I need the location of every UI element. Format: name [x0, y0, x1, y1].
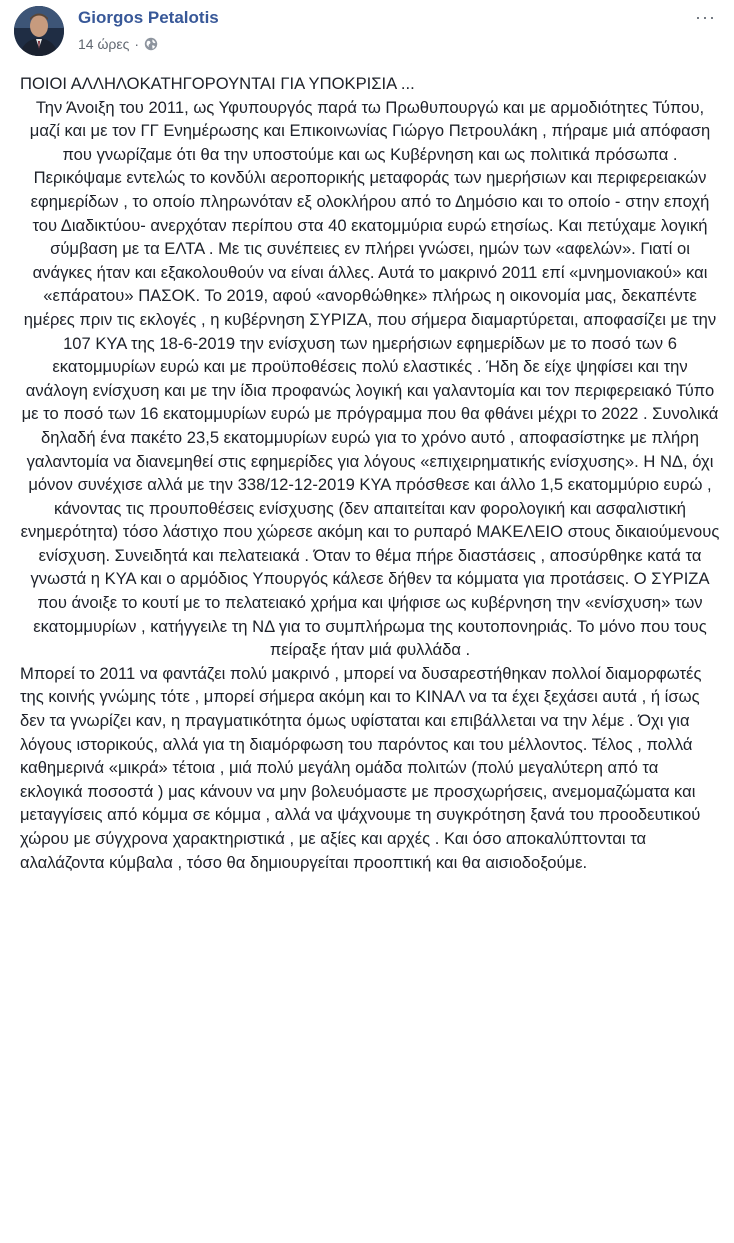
post-body	[20, 72, 720, 874]
globe-icon[interactable]	[144, 37, 158, 51]
post-meta	[78, 36, 158, 52]
post-timestamp[interactable]: 14 ώρες	[78, 36, 130, 52]
more-options-icon[interactable]: ···	[695, 7, 716, 27]
avatar-photo	[14, 6, 64, 56]
author-avatar[interactable]	[14, 6, 64, 56]
author-name-link[interactable]: Giorgos Petalotis	[78, 8, 219, 27]
post-headline: ΠΟΙΟΙ ΑΛΛΗΛΟΚΑΤΗΓΟΡΟΥΝΤΑΙ ΓΙΑ ΥΠΟΚΡΙΣΙΑ ...	[20, 74, 415, 93]
post-header	[14, 6, 720, 62]
post-paragraph: Μπορεί το 2011 να φαντάζει πολύ μακρινό , μπορεί να δυσαρεστήθηκαν πολλοί διαμορφωτές της κοινής γνώμης τότε , μπορεί σήμερα ακόμη και το ΚΙΝΑΛ να τα έχει ξεχάσει αυτά , ή ίσως δεν τα γνωρίζει καν, η πραγματικότητα όμως υφίσταται και επιβάλλεται να την λέμε . Όχι για λόγους ιστορικούς, αλλά για τη διαμόρφωση του παρόντος και του μέλλοντος. Τέλος , πολλά καθημερινά «μικρά» τέτοια , μιά πολύ μεγάλη ομάδα πολιτών (πολύ μεγαλύτερη από τα εκλογικά ποσοστά ) μας κάνουν να μην βολευόμαστε με προσχωρήσεις, ανεμομαζώματα και μεταγγίσεις από κόμμα σε κόμμα , αλλά να ψάχνουμε τη συγκρότηση ξανά του προοδευτικού χώρου με σύγχρονα χαρακτηριστικά , με αξίες και αρχές . Και όσο αποκαλύπτονται τα αλαλάζοντα κύμβαλα , τόσο θα δημιουργείται προοπτική και θα αισιοδοξούμε.	[20, 663, 702, 872]
post-paragraph: Την Άνοιξη του 2011, ως Υφυπουργός παρά τω Πρωθυπουργώ και με αρμοδιότητες Τύπου, μαζί και με τον ΓΓ Ενημέρωσης και Επικοινωνίας Γιώργο Πετρουλάκη , πήραμε μιά απόφαση που γνωρίζαμε ότι θα την υποστούμε και ως Κυβέρνηση και ως πολιτικά πρόσωπα . Περικόψαμε εντελώς το κονδύλι αεροπορικής μεταφοράς των ημερήσιων και περιφερειακών εφημερίδων , το οποίο πληρωνόταν εξ ολοκλήρου από το Δημόσιο και το οποίο - στην εποχή του Διαδικτύου- ανερχόταν περίπου στα 40 εκατομμύρια ευρώ ετησίως. Και πετύχαμε λογική σύμβαση με τα ΕΛΤΑ . Με τις συνέπειες εν πλήρει γνώσει, ημών των «αφελών». Γιατί οι ανάγκες ήταν και εξακολουθούν να είναι άλλες. Αυτά το μακρινό 2011 επί «μνημονιακού» και «επάρατου» ΠΑΣΟΚ. Το 2019, αφού «ανορθώθηκε» πλήρως η οικονομία μας, δεκαπέντε ημέρες πριν τις εκλογές , η κυβέρνηση ΣΥΡΙΖΑ, που σήμερα διαμαρτύρεται, αποφασίζει με την 107 ΚΥΑ της 18-6-2019 την ενίσχυση των ημερήσιων εφημερίδων με το ποσό των 6 εκατομμυρίων ευρώ και με προϋποθέσεις πολύ ελαστικές . Ήδη δε είχε ψηφίσει και την ανάλογη ενίσχυση και με την ίδια προφανώς λογική και γαλαντομία και τον περιφερειακό Τύπο με το ποσό των 16 εκατομμυρίων ευρώ με πρόγραμμα που θα φθάνει μέχρι το 2022 . Συνολικά δηλαδή ένα πακέτο 23,5 εκατομμυρίων ευρώ για το χρόνο αυτό , αποφασίστηκε με πλήρη γαλαντομία να διανεμηθεί στις εφημερίδες για λόγους «επιχειρηματικής ενίσχυσης». Η ΝΔ, όχι μόνον συνέχισε αλλά με την 338/12-12-2019 ΚΥΑ πρόσθεσε και άλλο 1,5 εκατομμύριο ευρώ , κάνοντας τις προυποθέσεις ενίσχυσης (δεν απαιτείται καν φορολογική και ασφαλιστική ενημερότητα) τόσο λάστιχο που χώρεσε ακόμη και το ρυπαρό ΜΑΚΕΛΕΙΟ στους δικαιούμενους ενίσχυση. Συνειδητά και πελατειακά . Όταν το θέμα πήρε διαστάσεις , αποσύρθηκε κατά τα γνωστά η ΚΥΑ και ο αρμόδιος Υπουργός κάλεσε δήθεν τα κόμματα για προτάσεις. Ο ΣΥΡΙΖΑ που άνοιξε το κουτί με το πελατειακό χρήμα και ψήφισε ως κυβέρνηση την «ενίσχυση» των εκατομμυρίων , κατήγγειλε τη ΝΔ για το συμπλήρωμα της κουτοπονηριάς. Το μόνο που τους πείραξε ήταν μιά φυλλάδα .	[20, 97, 720, 660]
meta-separator: ·	[134, 36, 140, 52]
